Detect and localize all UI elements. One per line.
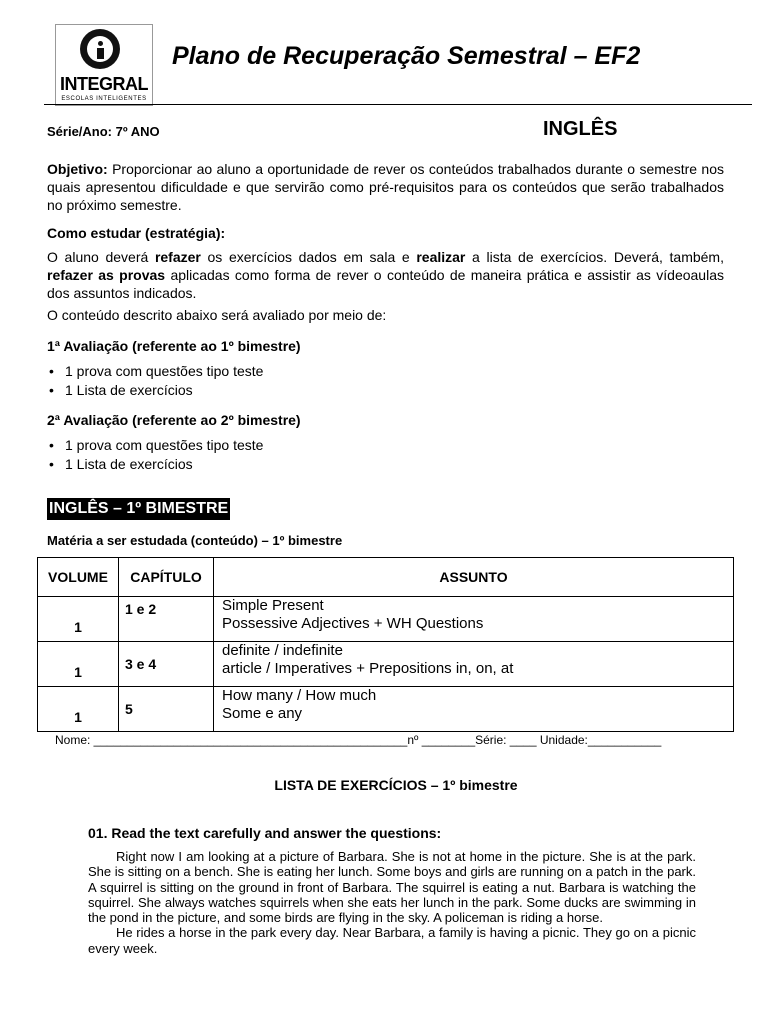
assunto-line: How many / How much bbox=[222, 687, 377, 704]
table-header-capitulo: CAPÍTULO bbox=[119, 558, 214, 597]
list-item: • 1 Lista de exercícios bbox=[47, 455, 263, 474]
objetivo-label: Objetivo: bbox=[47, 161, 108, 177]
volume-cell: 1 bbox=[38, 687, 119, 732]
info-icon bbox=[80, 29, 120, 69]
assunto-line: Simple Present bbox=[222, 597, 324, 614]
reading-paragraph: Right now I am looking at a picture of Barbara. She is not at home in the picture. She is at the park. She is sitting on a bench. She is eating her lunch. Some boys and girls are running on a patch in the park. A squirrel is sitting on the ground in front of Barbara. The squirrel is eating a nut. Barbara is watching the squirrel. She always watches squirrels when she eats her lunch in the park. Some ducks are swimming in the pond in the picture, and some birds are flying in the sky. A policeman is riding a horse. bbox=[88, 849, 696, 926]
text-run: O aluno deverá bbox=[47, 249, 155, 265]
avaliacao-intro: O conteúdo descrito abaixo será avaliado por meio de: bbox=[47, 307, 387, 323]
section-banner: INGLÊS – 1º BIMESTRE bbox=[47, 498, 230, 520]
list-item: • 1 prova com questões tipo teste bbox=[47, 436, 263, 455]
text-run-bold: realizar bbox=[416, 249, 466, 265]
table-row bbox=[38, 597, 734, 642]
assunto-line: Some e any bbox=[222, 705, 303, 722]
table-row bbox=[38, 687, 734, 732]
capitulo-cell: 1 e 2 bbox=[119, 597, 214, 642]
text-run: aplicadas como forma de rever o conteúdo de maneira prática e assistir as vídeoaulas dos assuntos indicados. bbox=[47, 267, 724, 301]
volume-cell: 1 bbox=[38, 597, 119, 642]
capitulo-cell: 3 e 4 bbox=[119, 642, 214, 687]
volume-cell: 1 bbox=[38, 642, 119, 687]
student-name-line: Nome: _______________________________________________nº ________Série: ____ Unidade:___________ bbox=[55, 733, 662, 747]
list-item: • 1 Lista de exercícios bbox=[47, 381, 263, 400]
table-header-assunto: ASSUNTO bbox=[214, 558, 734, 597]
header-divider bbox=[44, 104, 752, 105]
question-01: 01. Read the text carefully and answer the questions: bbox=[88, 825, 442, 841]
list-item: • 1 prova com questões tipo teste bbox=[47, 362, 263, 381]
avaliacao1-heading: 1ª Avaliação (referente ao 1º bimestre) bbox=[47, 338, 301, 354]
objetivo-paragraph bbox=[47, 160, 724, 214]
reading-paragraph: He rides a horse in the park every day. Near Barbara, a family is having a picnic. They go on a picnic every week. bbox=[88, 925, 696, 956]
reading-text bbox=[88, 849, 696, 956]
table-header-volume: VOLUME bbox=[38, 558, 119, 597]
avaliacao2-heading: 2ª Avaliação (referente ao 2º bimestre) bbox=[47, 412, 301, 428]
capitulo-cell: 5 bbox=[119, 687, 214, 732]
text-run-bold: refazer as provas bbox=[47, 267, 166, 283]
serie-ano: Série/Ano: 7º ANO bbox=[47, 124, 160, 139]
como-estudar-heading: Como estudar (estratégia): bbox=[47, 225, 226, 241]
content-table bbox=[37, 557, 734, 732]
text-run: os exercícios dados em sala e bbox=[200, 249, 417, 265]
logo-wordmark: INTEGRAL bbox=[60, 74, 148, 94]
assunto-cell bbox=[214, 687, 734, 732]
document-title: Plano de Recuperação Semestral – EF2 bbox=[172, 42, 641, 70]
assunto-line: Possessive Adjectives + WH Questions bbox=[222, 615, 484, 632]
avaliacao1-list bbox=[47, 362, 263, 400]
como-estudar-paragraph bbox=[47, 248, 724, 302]
avaliacao2-list bbox=[47, 436, 263, 474]
integral-logo bbox=[55, 24, 153, 106]
text-run-bold: refazer bbox=[154, 249, 201, 265]
assunto-cell bbox=[214, 597, 734, 642]
exercise-list-title: LISTA DE EXERCÍCIOS – 1º bimestre bbox=[274, 777, 518, 793]
assunto-cell bbox=[214, 642, 734, 687]
text-run: a lista de exercícios. Deverá, também, bbox=[465, 249, 724, 265]
table-header-row bbox=[38, 558, 734, 597]
objetivo-text: Proporcionar ao aluno a oportunidade de rever os conteúdos trabalhados durante o semestre nos quais apresentou dificuldade e que servirão como pré-requisitos para os conteúdos que serão trabalhados no próximo semestre. bbox=[47, 161, 724, 213]
logo-subtitle: ESCOLAS INTELIGENTES bbox=[61, 96, 147, 102]
subject-title: INGLÊS bbox=[543, 118, 618, 140]
table-row bbox=[38, 642, 734, 687]
materia-heading: Matéria a ser estudada (conteúdo) – 1º bimestre bbox=[47, 533, 343, 548]
assunto-line: article / Imperatives + Prepositions in, on, at bbox=[222, 660, 514, 677]
assunto-line: definite / indefinite bbox=[222, 642, 343, 659]
